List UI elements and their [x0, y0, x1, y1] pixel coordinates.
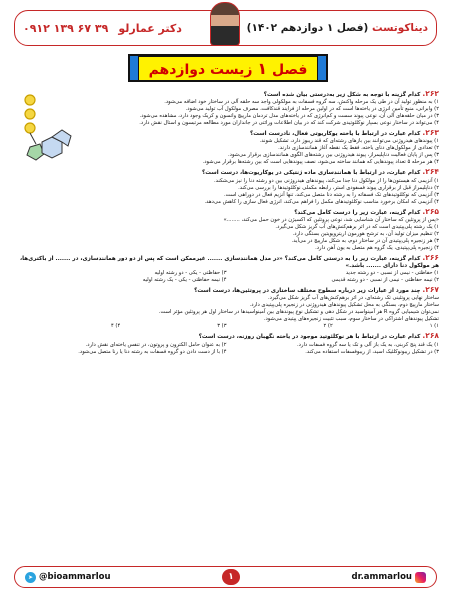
statement-1: ساختار نهایی پروتئینی تک رشته‌ای، در اثر برهم‌کنش‌های آب گریز شکل می‌گیرد.: [268, 295, 439, 302]
option-4[interactable]: ۴) نیمه حفاظتی - یکی - یک رشته اولیه: [142, 277, 227, 284]
telegram-link[interactable]: [25, 572, 111, 583]
question-stem: «پس از پروتئین که ساختار آن شناسایی شد، نوعی پروتئین که اکسیژن در خون حمل می‌کند، ........»: [223, 216, 439, 223]
question-267: [14, 286, 439, 330]
option-1[interactable]: ۱) یک رشته پلی‌پپتیدی است که در اثر برهم‌کنش‌های آب گریز شکل می‌گیرد.: [275, 223, 439, 230]
subject-name: زیست دوازدهم: [148, 61, 253, 78]
options-grid: [14, 342, 439, 356]
option-2[interactable]: ۲) تنظیم میزان تولید آن، به ترشح هورمون اریتروپویتین بستگی دارد.: [292, 230, 439, 237]
choices-row: [14, 323, 439, 330]
option-4[interactable]: ۴) با از دست دادن دو گروه فسفات به رشته دنا یا رنا متصل می‌شود.: [78, 348, 227, 355]
option-2[interactable]: ۲) وابرانی، منبع تأمین انرژی در یاخته‌ها است که در اولین مرحله از فرایند قندکافت، مصرف مولکول آب تولید می‌شود.: [185, 106, 439, 113]
page-footer: [14, 566, 437, 588]
author-avatar: [210, 2, 240, 46]
question-266: [14, 254, 439, 284]
option-1[interactable]: ۱) آنزیمی که هیستون‌ها را از مولکول دنا جدا می‌کند، پیوندهای هیدروژنی بین دو رشته دنا را نیز می‌شکند.: [214, 177, 439, 184]
header-left: [23, 22, 182, 35]
telegram-icon: ➤: [25, 572, 36, 583]
question-text: کدام گزینه با توجه به شکل زیر به‌درستی بیان شده است؟: [263, 92, 421, 98]
choice-4[interactable]: ۴) ۴: [110, 323, 121, 330]
question-number: ۲۶۴.: [422, 167, 439, 177]
option-3[interactable]: ۳) پس از پایان فعالیت دناپلیمراز، پیوند هیدروژنی بین رشته‌های الگوی همانندسازی برقرار می‌شود.: [227, 152, 439, 159]
question-262: [14, 90, 439, 127]
author-name: دکتر عمارلو: [118, 21, 182, 35]
chapter-title-band: [128, 54, 328, 82]
instagram-link[interactable]: [352, 572, 426, 583]
phone-number: ۰۹۱۲ ۱۳۹ ۶۷ ۳۹: [23, 21, 109, 35]
question-text: کدام عبارت، در ارتباط با همانندسازی ماده ژنتیکی در یوکاریوت‌ها، درست است؟: [202, 170, 421, 177]
question-text: کدام گزینه، عبارت زیر را به درستی کامل می‌کند؟ «در مدل همانندسازی ....... غیرممکن است که پس از دو دور همانندسازی، در ....... از باکتری‌ها، هر مولکول دنا دارای ....... باشد.»: [20, 255, 439, 270]
question-number: ۲۶۵.: [422, 206, 439, 216]
option-2[interactable]: ۲) به عنوان حامل الکترون و پروتون، در تنفس یاخته‌ای نقش دارد.: [85, 341, 227, 348]
instagram-icon: [415, 572, 426, 583]
chapter-title: [138, 56, 319, 81]
option-3[interactable]: ۳) در تشکیل ریبونوکلئیک اسید، از ریبوفسفات استفاده می‌کند.: [305, 348, 439, 355]
question-text: کدام عبارت در ارتباط با یاخته یوکاریوتی فعال، نادرست است؟: [249, 131, 421, 138]
option-1[interactable]: ۱) پیوندهای هیدروژنی می‌توانند بین بازهای رشته‌ای که قند ریبوز دارد، تشکیل شوند.: [259, 138, 439, 145]
question-264: [14, 168, 439, 205]
questions-list: [14, 90, 439, 358]
question-number: ۲۶۲.: [422, 89, 439, 98]
question-268: [14, 332, 439, 355]
option-3[interactable]: ۳) حفاظتی - یکی - دو رشته اولیه: [154, 270, 227, 277]
question-number: ۲۶۷.: [422, 285, 439, 295]
option-1[interactable]: ۱) یک قند پنج کربنی، به یک باز آلی و تک یا سه گروه فسفات دارد.: [296, 341, 439, 348]
option-4[interactable]: ۴) می‌تواند در ساختار نوعی بسپار نوکلئوتیدی شرکت کند که در بیان اطلاعات وراثتی در جانداران مورد مطالعه مرتبسون و استال نقش دارد.: [139, 120, 439, 127]
choice-1[interactable]: ۱) ۱: [429, 323, 439, 330]
chapter-info: (فصل ۱ دوازدهم ۱۴۰۲): [246, 22, 369, 34]
chapter-number: ۱: [257, 58, 268, 78]
option-4[interactable]: ۴) هر مرحله ۵ تعداد پیوندهایی که همانند ساخته می‌شود، نصف پیوندهایی است که بین رشته‌ها برقرار می‌شود.: [202, 159, 439, 166]
question-265: [14, 208, 439, 252]
question-text: کدام عبارت در ارتباط با هر نوکلئوتید موجود در یاخته نگهبان روزنه، درست است؟: [198, 334, 421, 341]
option-3[interactable]: ۳) آنزیمی که نوکلئوتیدهای تک فسفاته را به رشته دنا متصل می‌کند، تنها آنزیم فعال در دوراهی است.: [223, 191, 439, 198]
choice-3[interactable]: ۳) ۳: [217, 323, 227, 330]
instagram-handle: dr.ammarlou: [351, 572, 412, 582]
option-2[interactable]: ۲) تعدادی از مولکول‌های دنای یاخته، فقط یک نقطه آغاز همانندسازی دارند.: [278, 145, 439, 152]
question-263: [14, 129, 439, 166]
question-number: ۲۶۸.: [422, 331, 439, 341]
choice-2[interactable]: ۲) ۲: [323, 323, 333, 330]
statement-2: ساختار مارپیچ دوم، بستگی به محل تشکیل پیوندهای هیدروژنی در زنجیره پلی‌پپتیدی دارد.: [249, 302, 439, 309]
statement-3: نمی‌توان شیمیایی گروه R هر آمینواسید در شکل دهی و تشکیل نوع پیوندهای بین آمینواسیدها در ساختار اول هر پروتئین مؤثر است.: [158, 309, 439, 316]
statement-4: تشکیل پیوندهای اشتراکی در ساختار سوم، سبب تثبیت زنجیره‌های پپتیدی می‌شود.: [263, 316, 439, 323]
option-4[interactable]: ۴) زنجیره پلی‌پپتیدی، یک گروه هم متصل به یون آهن دارد.: [315, 244, 439, 251]
question-text: چند مورد از عبارات زیر درباره سطوح مختلف ساختاری در پروتئین‌ها، درست است؟: [194, 288, 421, 295]
question-text: کدام گزینه، عبارت زیر را درست کامل می‌کند؟: [294, 209, 421, 216]
option-3[interactable]: ۳) هر زنجیره پلی‌پپتیدی آن در ساختار دوم، به شکل مارپیچ در می‌آید.: [291, 237, 439, 244]
option-1[interactable]: ۱) به منظور تولید آن در طی یک مرحله واکنش، سه گروه فسفات به مولکولی واجد سه حلقه آلی در ساختار خود اضافه می‌شود.: [164, 99, 439, 106]
page-number: ۱: [222, 569, 240, 585]
option-1[interactable]: ۱) حفاظتی - نیمی از نسبی - دو رشته جدید: [345, 270, 439, 277]
series-title: دیناکوتست: [372, 22, 428, 34]
header-right: [247, 22, 428, 34]
option-4[interactable]: ۴) آنزیمی که امکان برخورد مناسب نوکلئوتیدهای مکمل را فراهم می‌کند، انرژی فعال سازی را کاهش می‌دهد.: [204, 198, 439, 205]
question-number: ۲۶۳.: [422, 128, 439, 138]
option-2[interactable]: ۲) دناپلیمراز قبل از برقراری پیوند فسفودی استر، رابطه مکملی نوکلئوتیدها را بررسی می‌کند.: [238, 184, 439, 191]
telegram-handle: @bioammarlou: [39, 572, 111, 582]
options-grid: [14, 270, 439, 284]
option-2[interactable]: ۲) نیمه حفاظتی - نیمی از نسبی - دو رشته قدیمی: [331, 277, 439, 284]
chapter-word: فصل: [271, 61, 308, 78]
option-3[interactable]: ۳) در میان حلقه‌های آلی آن، نوعی پیوند سست و کم‌انرژی که در یاخته‌های مدل تردمان مارپیچ واتسون و کریک وجود دارد، مشاهده می‌شود.: [139, 113, 439, 120]
question-number: ۲۶۶.: [422, 252, 439, 262]
